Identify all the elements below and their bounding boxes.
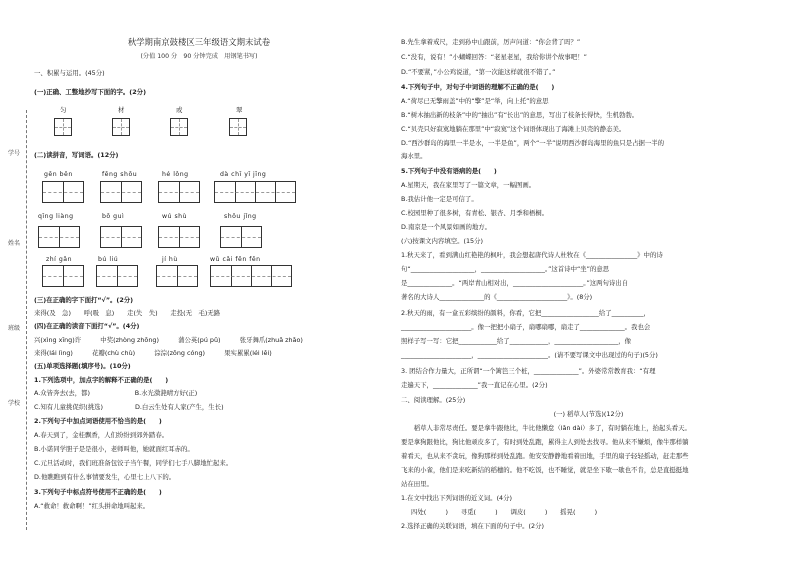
answer-grid[interactable] xyxy=(100,181,142,203)
writing-box[interactable] xyxy=(112,118,130,136)
question-2: 2.下列句子中加点词语使用不恰当的是( ) xyxy=(34,417,162,425)
q2-option-b[interactable]: B.小诺同学胆子是是很小，老师叫他，她就面红耳赤的。 xyxy=(34,445,194,453)
q4-option-c[interactable]: C.“贝壳只好寂寞地躺在那里”中“寂寞”这个词语体现出了海滩上贝壳的静态美。 xyxy=(401,125,626,133)
fill-3-line-1[interactable]: 3. 团结合作力量大，正所谓“一个篱笆三个桩，______________”。外婆常常教育我：“有理 xyxy=(401,367,656,375)
reading-q1-words[interactable]: 四处( ) 寻觅( ) 调皮( ) 摇晃( ) xyxy=(411,508,598,516)
fill-1-line-2[interactable]: 句“____________________，____________________。”这首诗中“坐”的意思 xyxy=(401,265,610,273)
reading-line: 要是拿狗跟他比，狗比他顽皮多了，有时到处乱跑，累得主人到处去找寻。他从来不嫌烦，像牛那样躺 xyxy=(401,438,689,446)
page-subtitle: (分值 100 分 90 分钟完成 用钢笔书写) xyxy=(140,53,258,60)
pinyin: dà chī yī jīng xyxy=(220,171,267,178)
q5-option-d[interactable]: D.南京是一个风景如画的地方。 xyxy=(401,223,492,231)
answer-grid[interactable] xyxy=(158,226,200,248)
q5-option-b[interactable]: B.我估计他一定是可信了。 xyxy=(401,195,478,203)
q3-option-b[interactable]: B.先生拿着戒尺，走到孙中山跟前，厉声问道：“你会背了吗？” xyxy=(401,38,581,46)
part-2-heading: (二)读拼音，写词语。(12分) xyxy=(34,151,119,159)
part-4-heading: (四)在正确的读音下面打“√”。(4分) xyxy=(34,322,140,330)
pinyin: qīng liàng xyxy=(38,213,74,220)
cut-line xyxy=(26,110,27,530)
q2-option-d[interactable]: D.他瞧瞧到有什么事情要发生，心里七上八下的。 xyxy=(34,473,176,481)
answer-grid[interactable] xyxy=(42,265,84,287)
part-1-heading: (一)正确、工整地抄写下面的字。(2分) xyxy=(34,88,146,96)
copy-char-3: 或 xyxy=(176,106,183,114)
fill-2-line-2[interactable]: ______________________。像一把把小扇子，扇哪扇哪，扇走了______________。我也会 xyxy=(401,323,651,331)
pinyin: zhí gǎn xyxy=(46,256,72,263)
reading-question-2: 2.选择正确的关联词语，填在下面的句子中。(2分) xyxy=(401,522,544,530)
question-5: 5.下列句子中没有语病的是( ) xyxy=(401,167,497,175)
student-number-label: 学号 xyxy=(8,150,21,157)
part-4-items-2[interactable]: 来得(lái lìng) 花瓣(chù chù) 淙淙(zōng cóng) 果实累累(léi lěi) xyxy=(34,349,272,357)
writing-box[interactable] xyxy=(229,118,247,136)
question-1: 1.下列选项中，加点字的解释不正确的是( ) xyxy=(34,376,169,384)
part-5-heading: (五)单项选择题(填序号)。(10分) xyxy=(34,362,131,370)
fill-1-line-3[interactable]: 是______________。“两岸青山相对出，______________________。”这两句诗出自 xyxy=(401,279,629,287)
fill-1-line-1[interactable]: 1.秋天来了，看到满山红艳艳的枫叶，我会想起唐代诗人杜牧在《________________》中的诗 xyxy=(401,251,663,259)
answer-grid[interactable] xyxy=(42,181,84,203)
part-6-heading: (六)按课文内容填空。(15分) xyxy=(401,237,484,245)
answer-grid[interactable] xyxy=(214,181,296,203)
copy-char-4: 翠 xyxy=(236,106,243,114)
pinyin: bō guì xyxy=(102,213,125,220)
q5-option-c[interactable]: C.校园里种了很多树，有青松、银杏、月季和梧桐。 xyxy=(401,209,549,217)
answer-grid[interactable] xyxy=(38,226,80,248)
q3-option-c[interactable]: C.“没有，说有！”小蝴蝶回答：“老星老星，我给你讲个故事吧！” xyxy=(401,53,587,61)
answer-grid[interactable] xyxy=(210,265,292,287)
section-2-heading: 二、阅读理解。(25分) xyxy=(401,396,466,404)
q4-option-b[interactable]: B.“树木抽出新的枝条”中的“抽出”有“长出”的意思，写出了枝条长得快，生机勃勃。 xyxy=(401,111,639,119)
page-title: 秋学期南京鼓楼区三年级语文期末试卷 xyxy=(127,37,271,47)
copy-char-1: 匀 xyxy=(60,106,67,114)
q3-option-d[interactable]: D.“不要紧，”小公鸡说道，“第一次能这样就很不错了。” xyxy=(401,68,556,76)
q4-option-a[interactable]: A.“荷尽已无擎雨盖”中的“擎”是“举，向上托”的意思 xyxy=(401,97,549,105)
reading-line: 飞来的小雀，他们是来吃新结的稻穗的。他不吃饭，也不睡觉，就是坐下歇一歇也不肯，总是直挺挺地 xyxy=(401,466,689,474)
pinyin: gēn bēn xyxy=(44,171,73,178)
section-1-heading: 一、积累与运用。(45分) xyxy=(34,69,105,77)
pinyin: wǔ cǎi fēn fēn xyxy=(210,256,261,263)
part-3-heading: (三)在正确的字下面打“√”。(2分) xyxy=(34,296,134,304)
writing-box[interactable] xyxy=(170,118,188,136)
q4-option-d[interactable]: D.“西沙群岛的海里一半是水，一半是鱼”，两个“一半”说明西沙群岛海里的鱼只是占据一半的 xyxy=(401,139,665,147)
fill-2-line-1[interactable]: 2.秋天的雨，有一盒五彩缤纷的颜料，你看，它把__________________给了__________， xyxy=(401,309,650,317)
q1-options-cd[interactable]: C.知有儿童挑促织(挑选) D.白云生处有人家(产生，生长) xyxy=(34,403,224,411)
question-4: 4.下列句子中，对句子中词语的理解不正确的是( ) xyxy=(401,83,555,91)
part-3-items[interactable]: 来得(及 急) 呼(吸 息) 走(失 失) 走投(无 毛)无路 xyxy=(34,309,221,317)
school-label: 学校 xyxy=(8,400,21,407)
reading-question-1: 1.在文中找出下列词语的近义词。(4分) xyxy=(401,494,513,502)
reading-line: 着看天，也从来不贪玩，像狗那样到处乱跑。他安安静静地看着田地，手里的扇子轻轻摇动，赶走那些 xyxy=(401,452,689,460)
copy-char-2: 材 xyxy=(118,106,125,114)
answer-grid[interactable] xyxy=(156,265,198,287)
answer-grid[interactable] xyxy=(158,181,200,203)
answer-grid[interactable] xyxy=(100,226,142,248)
pinyin: shǒu jǐng xyxy=(224,213,257,220)
fill-2-line-4[interactable]: ______________________，______________________。(请不要写课文中出现过的句子)(5分) xyxy=(401,351,658,359)
pinyin: hé lǒng xyxy=(162,171,189,178)
reading-line: 站在田里。 xyxy=(401,480,433,488)
q3-option-a[interactable]: A.“救命！救命啊！”红头拼命地叫起来。 xyxy=(34,502,150,510)
answer-grid[interactable] xyxy=(96,265,138,287)
class-label: 班级 xyxy=(8,325,21,332)
pinyin: jí hù xyxy=(162,256,178,263)
reading-line: 稻草人非常尽责任。要是拿牛跟他比，牛比他懒怠（lǎn dài）多了，有时躺在地上，抬起头看天。 xyxy=(401,424,691,432)
q2-option-c[interactable]: C.元旦活动时，我们班准备包饺子当午餐，同学们七手八脚地忙起来。 xyxy=(34,459,233,467)
question-3: 3.下列句子中标点符号使用不正确的是( ) xyxy=(34,488,162,496)
part-4-items-1[interactable]: 兴(xìng xīng)许 中奖(zhòng zhōng) 蒲公英(pú pǔ) 张牙舞爪(zhuǎ zhǎo) xyxy=(34,336,303,344)
reading-title: (一) 稻草人(节选)(12分) xyxy=(553,410,624,418)
pinyin: fēng shōu xyxy=(102,171,138,178)
q5-option-a[interactable]: A.星期天，我在家里写了一篇文章，一幅图画。 xyxy=(401,181,536,189)
fill-2-line-3[interactable]: 照样子写一写：它把____________给了____________，____________________，像 xyxy=(401,337,632,345)
fill-3-line-2[interactable]: 走遍天下，______________”我一直记在心里。(2分) xyxy=(401,381,548,389)
q2-option-a[interactable]: A.春天到了，金桂飘香，人们纷纷到郊外踏春。 xyxy=(34,431,169,439)
answer-grid[interactable] xyxy=(220,226,262,248)
student-name-label: 姓名 xyxy=(8,240,21,247)
fill-1-line-4[interactable]: 著名的大诗人______________的《______________________》。(8分) xyxy=(401,293,593,301)
writing-box[interactable] xyxy=(54,118,72,136)
pinyin: bú liú xyxy=(98,256,119,263)
pinyin: wú shù xyxy=(162,213,188,220)
q4-option-d-cont: 海水里。 xyxy=(401,152,427,160)
q1-options-ab[interactable]: A.众皆奔去(去，都) B.水光潋滟晴方好(正) xyxy=(34,389,198,397)
